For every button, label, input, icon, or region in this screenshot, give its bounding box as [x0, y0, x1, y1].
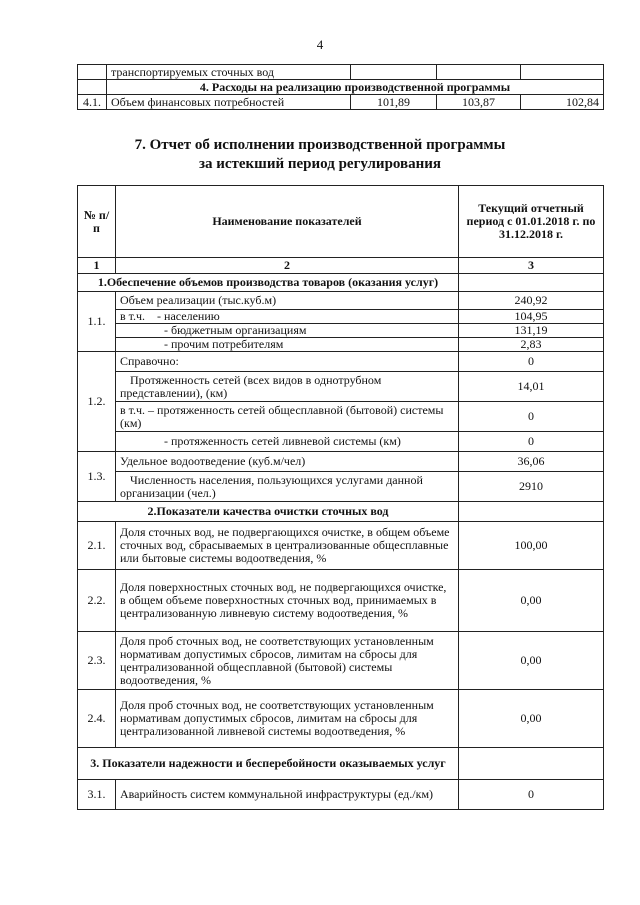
- column-number: 1: [78, 258, 116, 274]
- cell-name: Доля проб сточных вод, не соответствующих установленным нормативам допустимых сбросов, лимитам на сбросы для централизованной ливневой системы водоотведения, %: [116, 690, 459, 748]
- cell-value: [459, 748, 604, 780]
- cell-name: [116, 310, 459, 324]
- table-row: [78, 324, 604, 338]
- cell-value: 104,95: [459, 310, 604, 324]
- table-row: [78, 570, 604, 632]
- cell-name: Объем финансовых потребностей: [107, 95, 351, 110]
- cell-num: 2.3.: [78, 632, 116, 690]
- column-number: 2: [116, 258, 459, 274]
- cell-name: Доля сточных вод, не подвергающихся очистке, в общем объеме сточных вод, сбрасываемых в централизованные общесплавные или бытовые системы водоотведения, %: [116, 522, 459, 570]
- table-row: [78, 65, 604, 80]
- column-number-row: [78, 258, 604, 274]
- cell-value: 0,00: [459, 690, 604, 748]
- table-row: [78, 522, 604, 570]
- cell-name: - бюджетным организациям: [116, 324, 459, 338]
- table-row: [78, 80, 604, 95]
- page-number: 4: [316, 37, 324, 52]
- section-row: [78, 274, 604, 292]
- cell-name: Доля поверхностных сточных вод, не подвергающихся очистке, в общем объеме поверхностных сточных вод, принимаемых в централизованную ливневую систему водоотведения, %: [116, 570, 459, 632]
- header-num: № п/п: [78, 186, 116, 258]
- table-row: [78, 95, 604, 110]
- cell-num: [78, 65, 107, 80]
- table-row: [78, 632, 604, 690]
- table-row: [78, 402, 604, 432]
- cell-value: 100,00: [459, 522, 604, 570]
- section-title: 1.Обеспечение объемов производства товаров (оказания услуг): [78, 274, 459, 292]
- section-row: [78, 502, 604, 522]
- cell-num: 2.1.: [78, 522, 116, 570]
- cell-value: 0: [459, 780, 604, 810]
- report-table: [77, 185, 604, 810]
- table-row: [78, 472, 604, 502]
- heading-line: 7. Отчет об исполнении производственной программы: [134, 137, 506, 153]
- cell-value: 2910: [459, 472, 604, 502]
- cell-value: 101,89: [351, 95, 437, 110]
- cell-value: [351, 65, 437, 80]
- cell-value: [459, 274, 604, 292]
- cell-name: Удельное водоотведение (куб.м/чел): [116, 452, 459, 472]
- cell-num: 1.3.: [78, 452, 116, 502]
- table-row: [78, 352, 604, 372]
- table-row: [78, 690, 604, 748]
- top-table: [77, 64, 604, 110]
- section-title: 4. Расходы на реализацию производственной программы: [107, 80, 604, 95]
- column-number: 3: [459, 258, 604, 274]
- cell-name: - протяженность сетей ливневой системы (км): [116, 432, 459, 452]
- cell-value: 103,87: [437, 95, 521, 110]
- cell-value: 36,06: [459, 452, 604, 472]
- header-row: [78, 186, 604, 258]
- cell-name: Объем реализации (тыс.куб.м): [116, 292, 459, 310]
- cell-name: Справочно:: [116, 352, 459, 372]
- cell-num: [78, 80, 107, 95]
- cell-name: в т.ч. – протяженность сетей общесплавной (бытовой) системы (км): [116, 402, 459, 432]
- cell-value: [459, 502, 604, 522]
- cell-name: транспортируемых сточных вод: [107, 65, 351, 80]
- table-row: [78, 780, 604, 810]
- table-row: [78, 292, 604, 310]
- cell-value: [437, 65, 521, 80]
- cell-value: 0: [459, 432, 604, 452]
- cell-num: 2.4.: [78, 690, 116, 748]
- report-heading: [0, 136, 640, 174]
- cell-value: 131,19: [459, 324, 604, 338]
- cell-value: 0,00: [459, 632, 604, 690]
- cell-name: Протяженность сетей (всех видов в однотрубном представлении), (км): [116, 372, 459, 402]
- cell-value: 2,83: [459, 338, 604, 352]
- cell-value: 14,01: [459, 372, 604, 402]
- heading-line: за истекший период регулирования: [198, 156, 442, 172]
- cell-value: 102,84: [521, 95, 604, 110]
- label: - населению: [157, 309, 220, 323]
- table-row: [78, 310, 604, 324]
- cell-name: - прочим потребителям: [116, 338, 459, 352]
- table-row: [78, 338, 604, 352]
- table-row: [78, 372, 604, 402]
- section-title: 2.Показатели качества очистки сточных вод: [78, 502, 459, 522]
- table-row: [78, 452, 604, 472]
- cell-num: 3.1.: [78, 780, 116, 810]
- section-row: [78, 748, 604, 780]
- cell-name: Доля проб сточных вод, не соответствующих установленным нормативам допустимых сбросов, лимитам на сбросы для централизованной общесплавной (бытовой) системы водоотведения, %: [116, 632, 459, 690]
- cell-num: 1.1.: [78, 292, 116, 352]
- cell-name: Аварийность систем коммунальной инфраструктуры (ед./км): [116, 780, 459, 810]
- cell-num: 4.1.: [78, 95, 107, 110]
- prefix-label: в т.ч.: [120, 309, 146, 323]
- section-title: 3. Показатели надежности и бесперебойности оказываемых услуг: [78, 748, 459, 780]
- table-row: [78, 432, 604, 452]
- cell-num: 2.2.: [78, 570, 116, 632]
- cell-value: 0: [459, 402, 604, 432]
- cell-value: 0,00: [459, 570, 604, 632]
- header-name: Наименование показателей: [116, 186, 459, 258]
- cell-value: [521, 65, 604, 80]
- cell-name: Численность населения, пользующихся услугами данной организации (чел.): [116, 472, 459, 502]
- cell-value: 240,92: [459, 292, 604, 310]
- cell-num: 1.2.: [78, 352, 116, 452]
- header-period: Текущий отчетный период с 01.01.2018 г. по 31.12.2018 г.: [459, 186, 604, 258]
- cell-value: 0: [459, 352, 604, 372]
